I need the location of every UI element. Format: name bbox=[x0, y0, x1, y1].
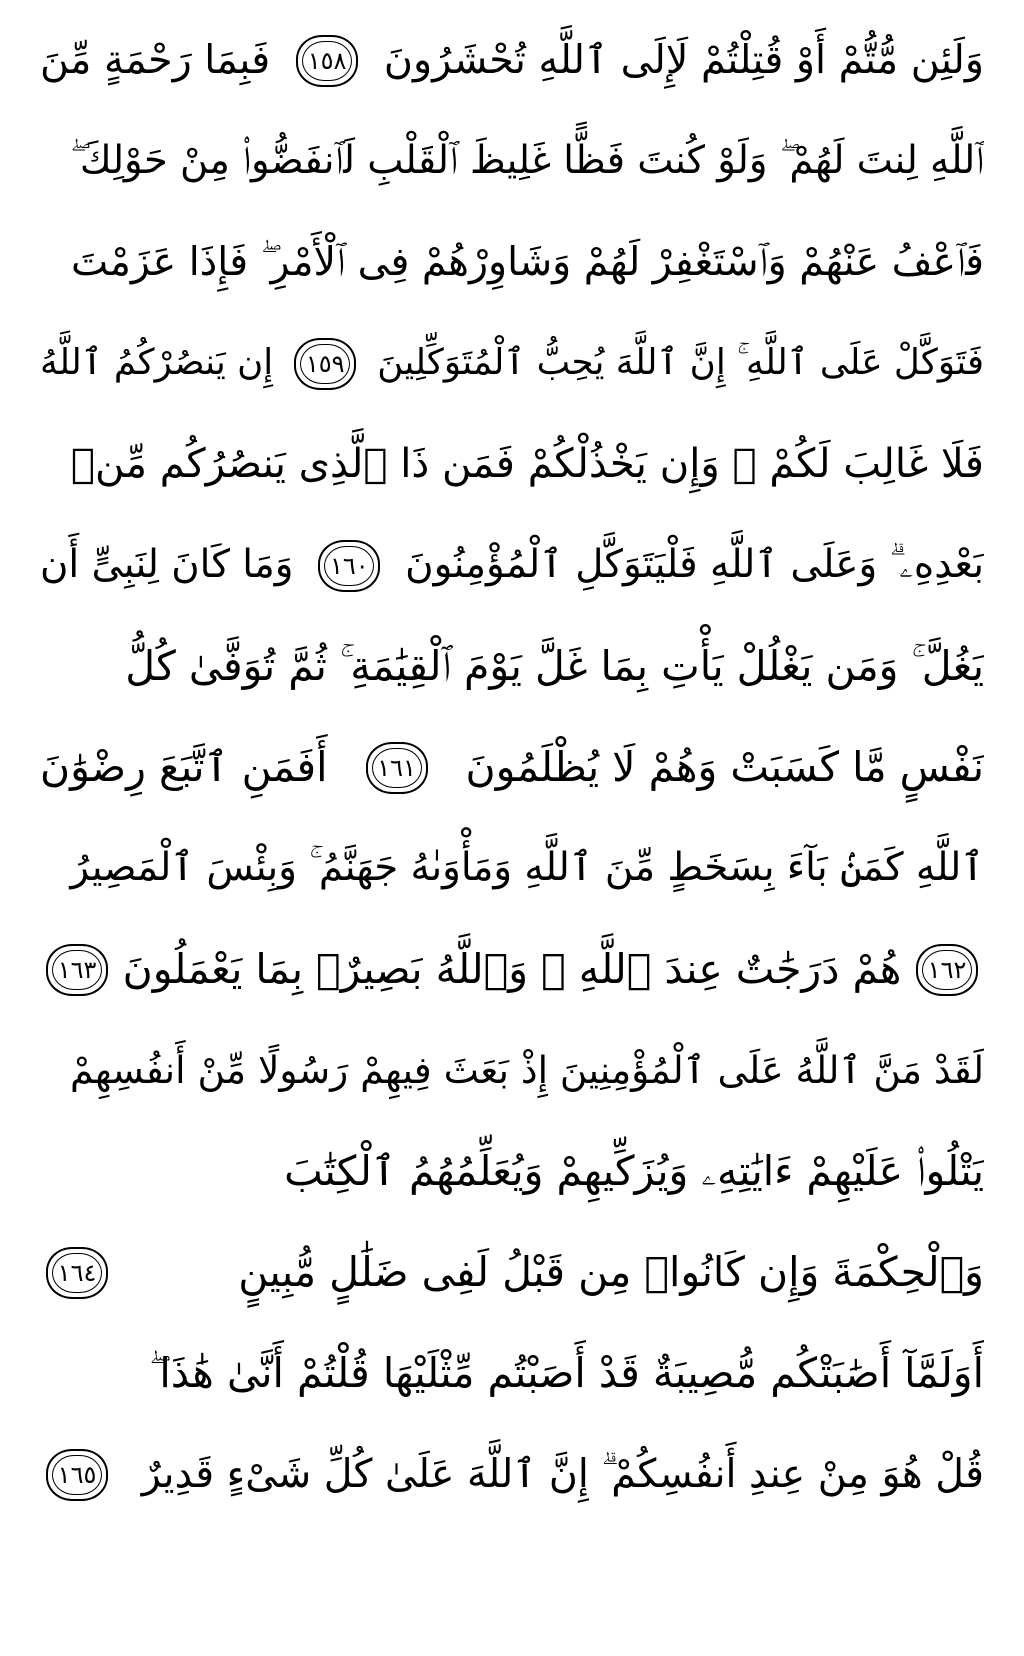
verse-text: إِن يَنصُرْكُمُ ٱللَّهُ bbox=[40, 342, 274, 384]
verse-text: فَبِمَا رَحْمَةٍ مِّنَ bbox=[40, 36, 271, 83]
ayah-number-marker: ١٦٣ bbox=[46, 944, 108, 996]
verse-text: لَقَدْ مَنَّ ٱللَّهُ عَلَى ٱلْمُؤْمِنِينَ إِذْ بَعَثَ فِيهِمْ رَسُولًا مِّنْ أَنفُسِهِمْ bbox=[70, 1048, 984, 1092]
verse-line bbox=[40, 313, 984, 414]
ayah-number-marker: ١٦١ bbox=[366, 742, 428, 794]
verse-line bbox=[40, 1222, 984, 1323]
verse-text: ٱللَّهِ كَمَنۢ بَآءَ بِسَخَطٍ مِّنَ ٱللَّهِ وَمَأْوَىٰهُ جَهَنَّمُ ۚ وَبِئْسَ ٱلْمَصِيرُ bbox=[70, 845, 984, 891]
verse-line bbox=[40, 10, 984, 111]
verse-text: فَلَا غَالِبَ لَكُمْ ۖ وَإِن يَخْذُلْكُمْ فَمَن ذَا ٱلَّذِى يَنصُرُكُم مِّنۢ bbox=[70, 441, 984, 488]
verse-text: وَلَئِن مُّتُّمْ أَوْ قُتِلْتُمْ لَإِلَى ٱللَّهِ تُحْشَرُونَ bbox=[383, 36, 984, 83]
verse-line bbox=[40, 717, 984, 818]
verse-text: أَفَمَنِ ٱتَّبَعَ رِضْوَٰنَ bbox=[40, 742, 328, 791]
verse-line bbox=[40, 111, 984, 212]
verse-line bbox=[40, 1323, 984, 1424]
verse-text: ٱللَّهِ لِنتَ لَهُمْ ۖ وَلَوْ كُنتَ فَظًّا غَلِيظَ ٱلْقَلْبِ لَٱنفَضُّوا۟ مِنْ حَوْلِكَ ۖ bbox=[70, 138, 984, 184]
verse-text: يَتْلُوا۟ عَلَيْهِمْ ءَايَٰتِهِۦ وَيُزَكِّيهِمْ وَيُعَلِّمُهُمُ ٱلْكِتَٰبَ bbox=[284, 1146, 984, 1195]
verse-line bbox=[40, 1020, 984, 1121]
verse-line bbox=[40, 414, 984, 515]
verse-text: وَٱلْحِكْمَةَ وَإِن كَانُوا۟ مِن قَبْلُ لَفِى ضَلَٰلٍ مُّبِينٍ bbox=[238, 1247, 984, 1296]
verse-text: وَمَا كَانَ لِنَبِىٍّ أَن bbox=[40, 542, 294, 588]
verse-line bbox=[40, 212, 984, 313]
verse-line bbox=[40, 818, 984, 919]
verse-text: يَغُلَّ ۚ وَمَن يَغْلُلْ يَأْتِ بِمَا غَلَّ يَوْمَ ٱلْقِيَٰمَةِ ۚ ثُمَّ تُوَفَّىٰ كُلُّ bbox=[125, 641, 984, 690]
ayah-number-marker: ١٥٨ bbox=[296, 35, 358, 87]
verse-text: فَتَوَكَّلْ عَلَى ٱللَّهِ ۚ إِنَّ ٱللَّهَ يُحِبُّ ٱلْمُتَوَكِّلِينَ bbox=[377, 342, 984, 384]
verse-text: قُلْ هُوَ مِنْ عِندِ أَنفُسِكُمْ ۗ إِنَّ ٱللَّهَ عَلَىٰ كُلِّ شَىْءٍ قَدِيرٌ bbox=[141, 1450, 984, 1497]
ayah-number-marker: ١٦٢ bbox=[916, 944, 978, 996]
ayah-number-marker: ١٦٠ bbox=[318, 540, 380, 592]
ayah-number-marker: ١٦٥ bbox=[46, 1449, 108, 1501]
verse-text: هُمْ دَرَجَٰتٌ عِندَ ٱللَّهِ ۗ وَٱللَّهُ بَصِيرٌۢ بِمَا يَعْمَلُونَ bbox=[122, 944, 902, 993]
verse-line bbox=[40, 919, 984, 1020]
ayah-number-marker: ١٥٩ bbox=[294, 338, 356, 390]
verse-text: أَوَلَمَّآ أَصَٰبَتْكُم مُّصِيبَةٌ قَدْ أَصَبْتُم مِّثْلَيْهَا قُلْتُمْ أَنَّىٰ هَٰذَا ۖ bbox=[149, 1348, 984, 1397]
verse-text: فَٱعْفُ عَنْهُمْ وَٱسْتَغْفِرْ لَهُمْ وَشَاوِرْهُمْ فِى ٱلْأَمْرِ ۖ فَإِذَا عَزَمْتَ bbox=[70, 238, 984, 285]
verse-line bbox=[40, 515, 984, 616]
verse-text: نَفْسٍ مَّا كَسَبَتْ وَهُمْ لَا يُظْلَمُونَ bbox=[465, 742, 984, 791]
verse-line bbox=[40, 1424, 984, 1525]
ayah-number-marker: ١٦٤ bbox=[46, 1247, 108, 1299]
verse-line bbox=[40, 616, 984, 717]
verse-line bbox=[40, 1121, 984, 1222]
verse-text: بَعْدِهِۦ ۗ وَعَلَى ٱللَّهِ فَلْيَتَوَكَّلِ ٱلْمُؤْمِنُونَ bbox=[405, 542, 984, 588]
